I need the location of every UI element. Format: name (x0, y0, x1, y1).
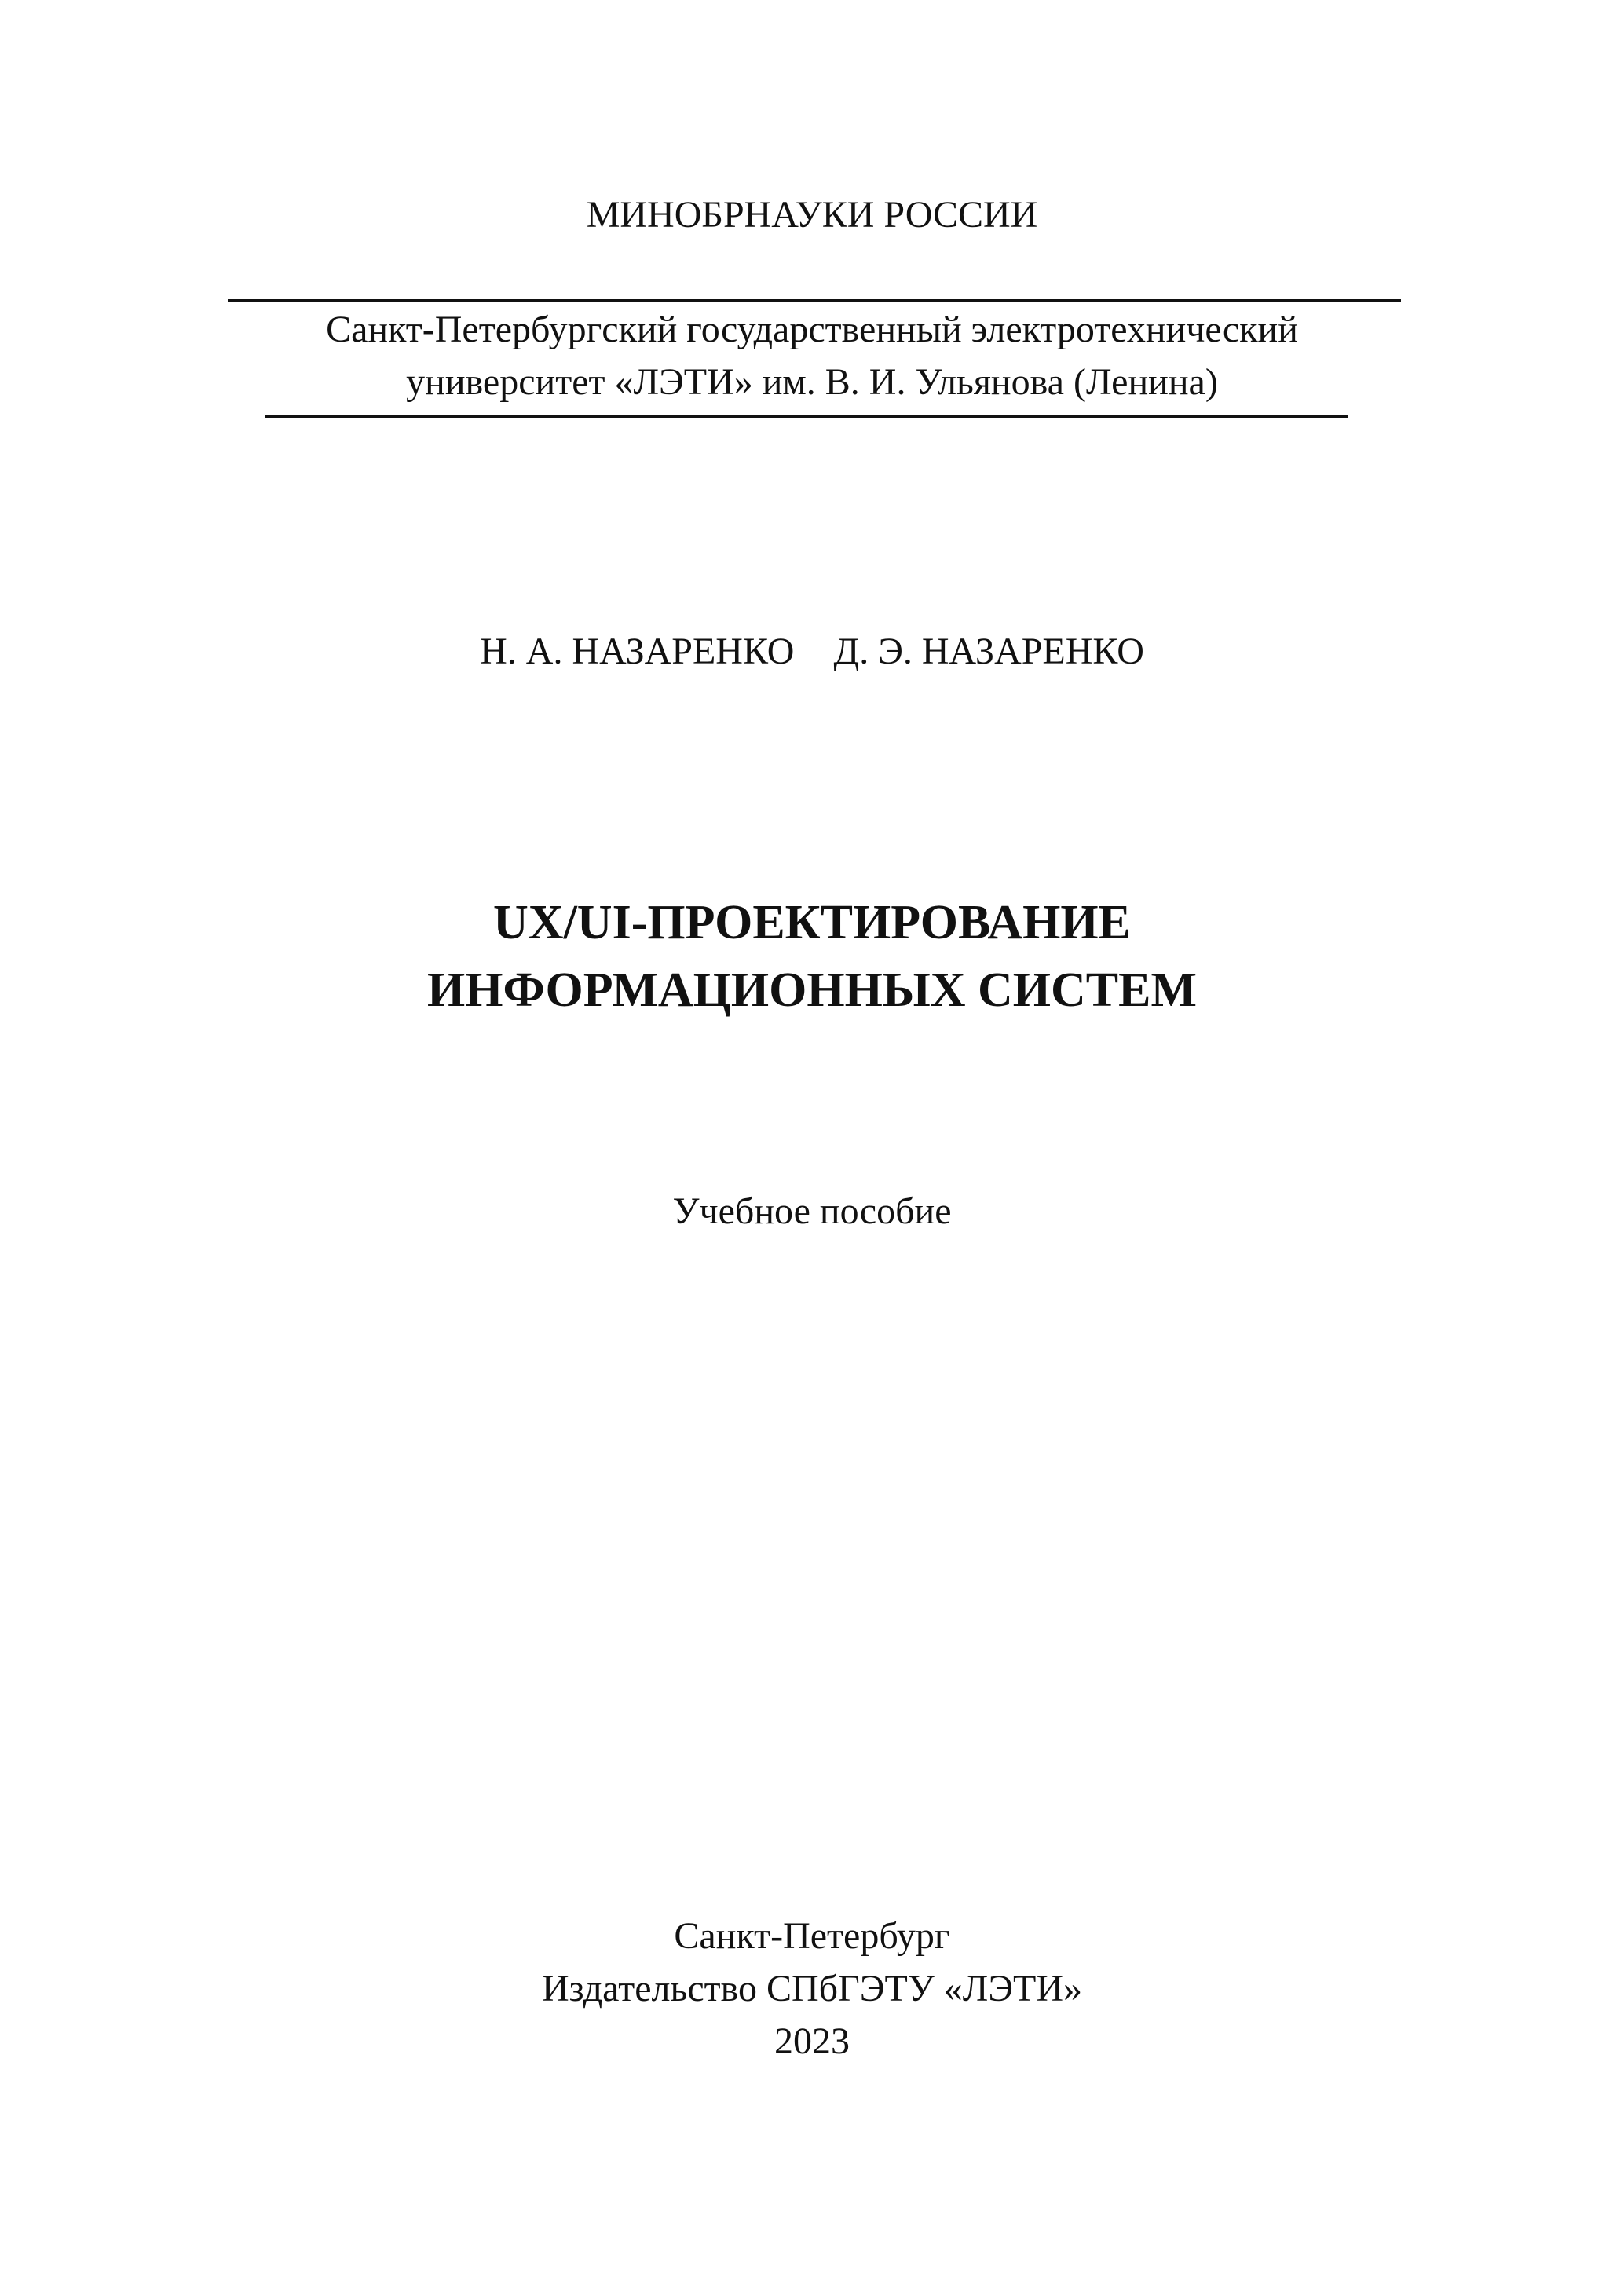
imprint-city: Санкт-Петербург (674, 1915, 950, 1957)
university-name-line-1: Санкт-Петербургский государственный электротехнический (326, 309, 1298, 350)
university-name-line-2: университет «ЛЭТИ» им. В. И. Ульянова (Ленина) (406, 361, 1218, 403)
book-title-line-2: ИНФОРМАЦИОННЫХ СИСТЕМ (427, 963, 1197, 1017)
ministry-name: МИНОБРНАУКИ РОССИИ (586, 194, 1038, 236)
imprint-year: 2023 (774, 2020, 850, 2062)
imprint-publisher: Издательство СПбГЭТУ «ЛЭТИ» (541, 1968, 1083, 2009)
author-second: Д. Э. НАЗАРЕНКО (833, 631, 1144, 672)
bottom-divider (265, 415, 1348, 418)
author-first: Н. А. НАЗАРЕНКО (480, 631, 795, 672)
book-title-line-1: UX/UI-ПРОЕКТИРОВАНИЕ (493, 896, 1131, 949)
authors (0, 628, 1624, 675)
document-type: Учебное пособие (672, 1190, 952, 1232)
top-divider (228, 299, 1401, 302)
